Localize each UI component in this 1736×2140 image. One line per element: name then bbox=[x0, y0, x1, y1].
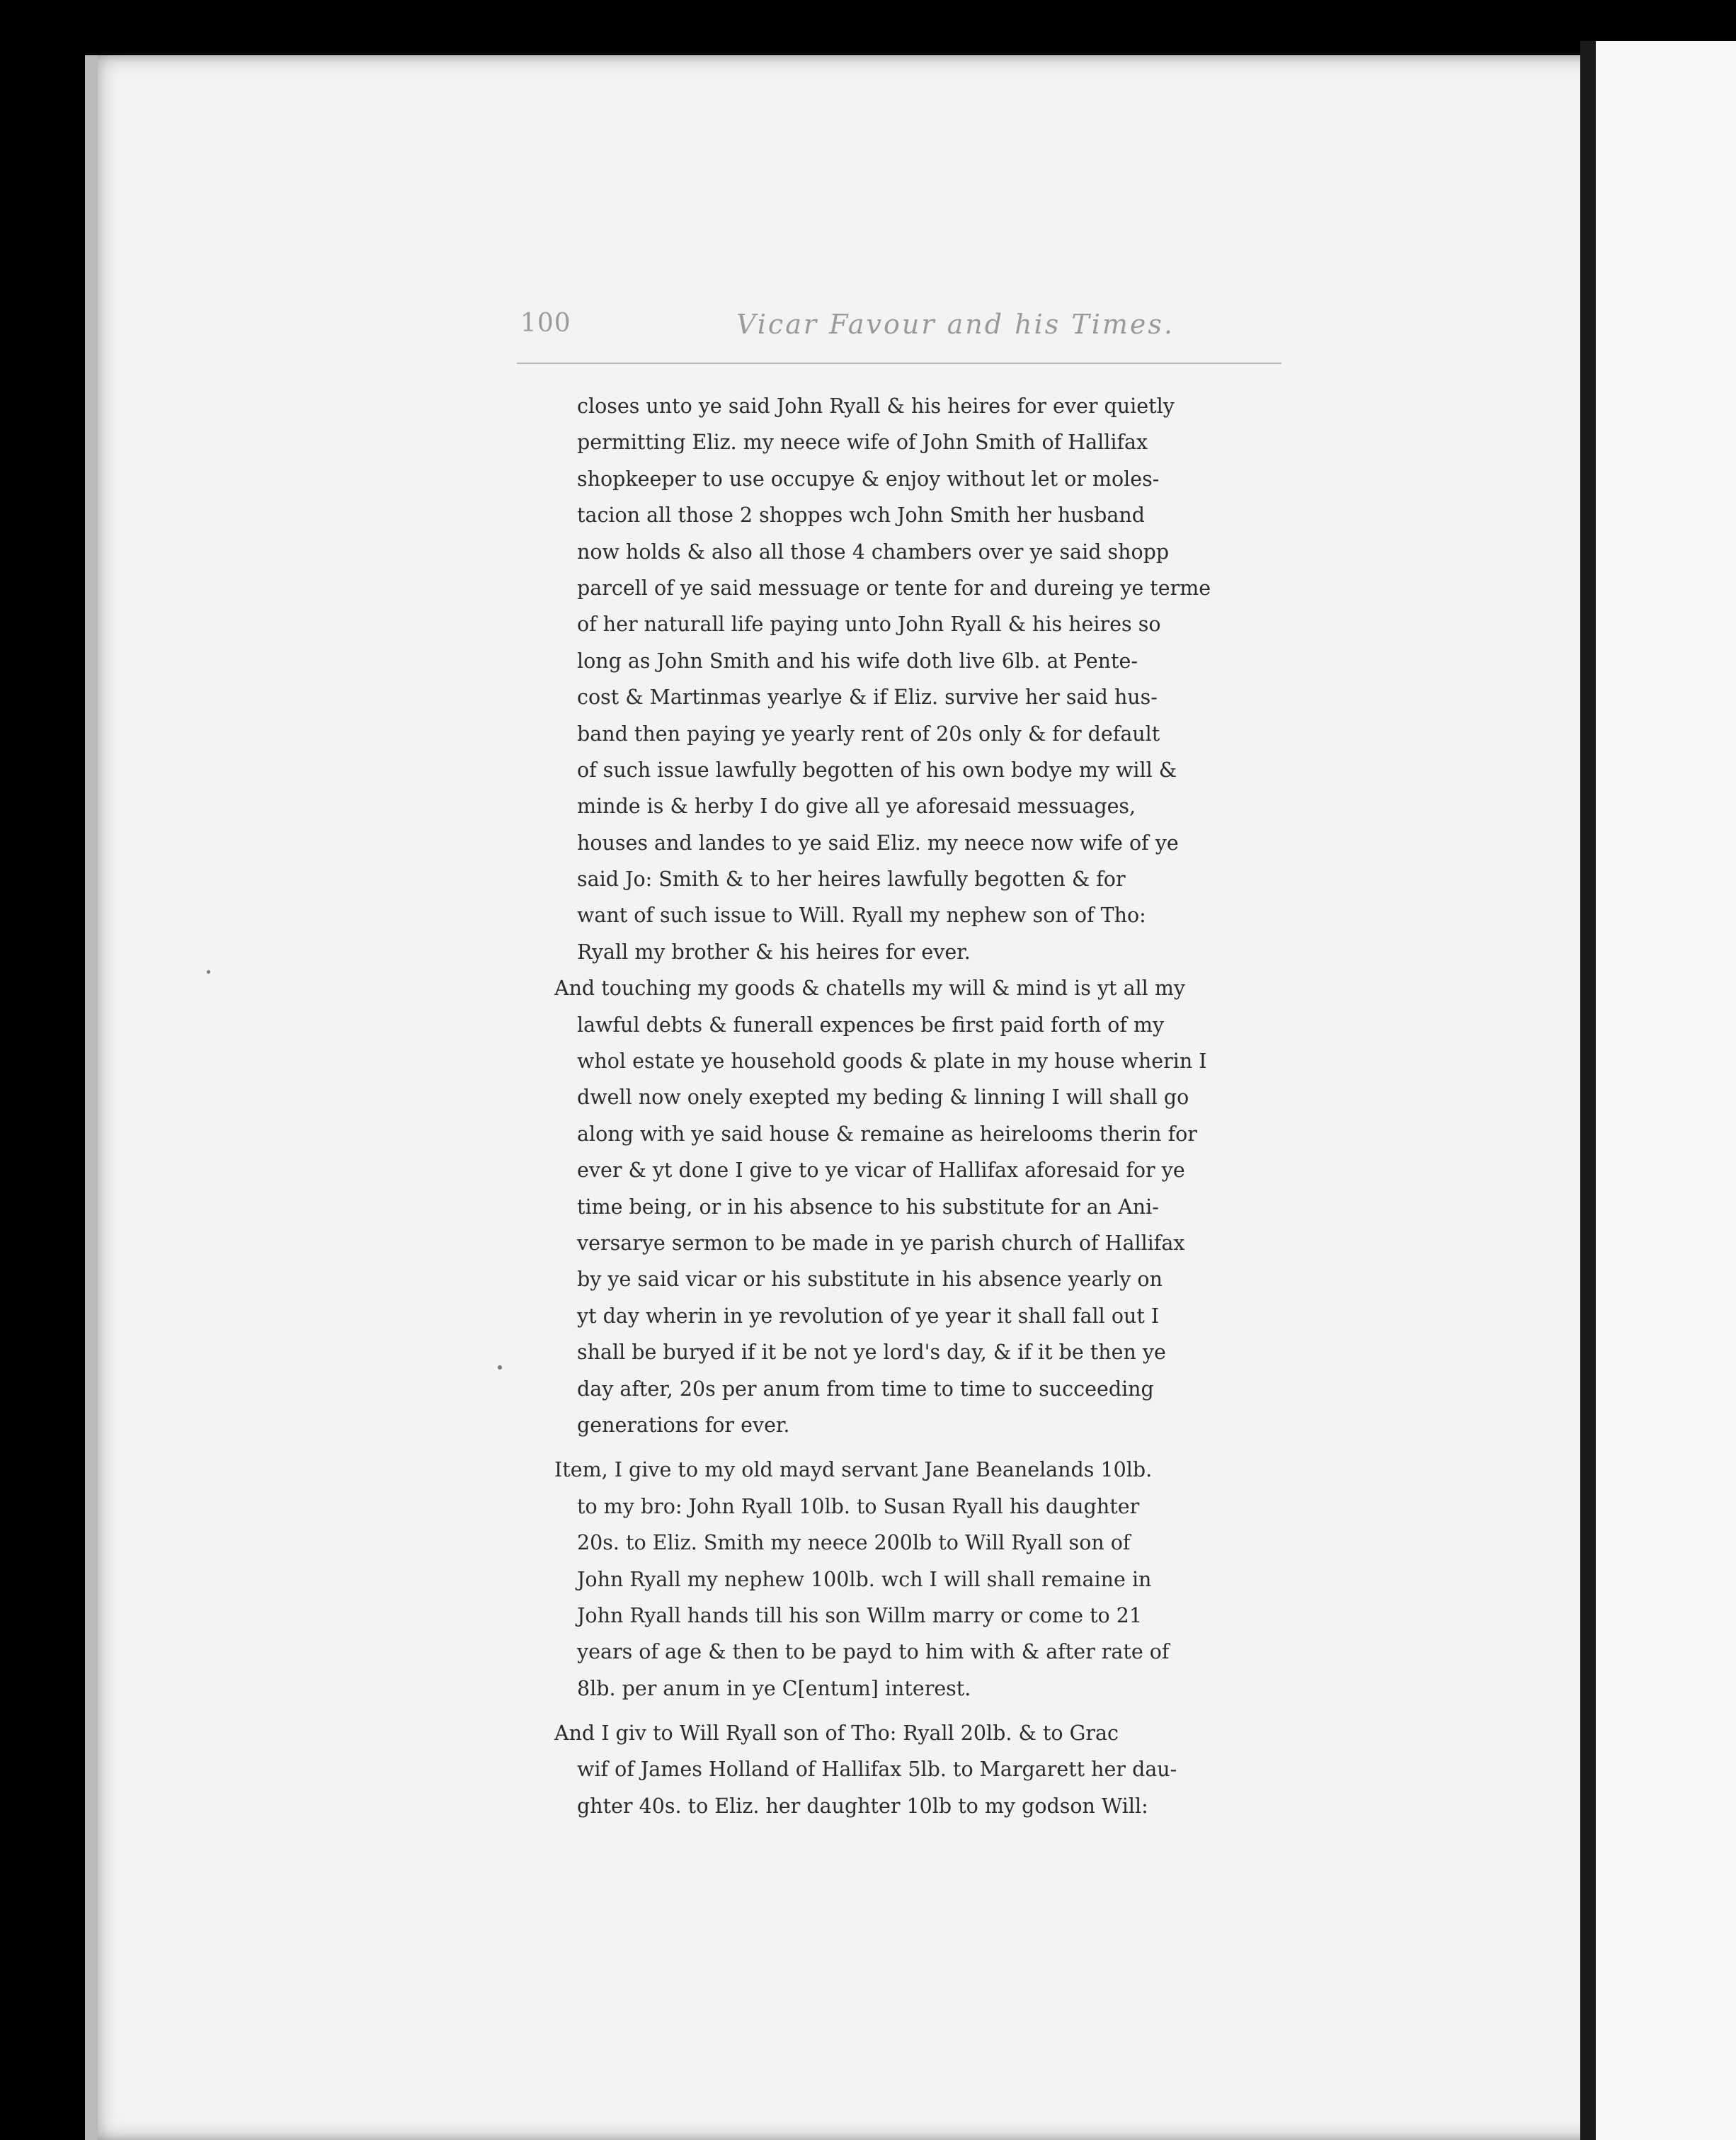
text-line: 20s. to Eliz. Smith my neece 200lb to Will Ryall son of bbox=[577, 1531, 1131, 1555]
gutter-shadow bbox=[1580, 41, 1596, 2140]
paragraph-gap bbox=[577, 1443, 1281, 1452]
text-line: of such issue lawfully begotten of his own bodye my will & bbox=[577, 758, 1177, 782]
running-title: Vicar Favour and his Times. bbox=[736, 309, 1175, 340]
page-binding-edge bbox=[85, 55, 98, 2140]
text-line: 8lb. per anum in ye C[entum] interest. bbox=[577, 1676, 971, 1700]
text-line: generations for ever. bbox=[577, 1413, 790, 1437]
text-line: band then paying ye yearly rent of 20s only & for default bbox=[577, 722, 1160, 746]
text-line: long as John Smith and his wife doth live 6lb. at Pente- bbox=[577, 649, 1138, 673]
body-text bbox=[554, 388, 1281, 1824]
text-line: of her naturall life paying unto John Ryall & his heires so bbox=[577, 613, 1161, 637]
text-line: years of age & then to be payd to him with & after rate of bbox=[577, 1640, 1170, 1664]
text-line: permitting Eliz. my neece wife of John Smith of Hallifax bbox=[577, 431, 1148, 455]
text-line: Item, I give to my old mayd servant Jane Beanelands 10lb. bbox=[554, 1458, 1153, 1482]
text-line: John Ryall my nephew 100lb. wch I will shall remaine in bbox=[577, 1567, 1152, 1591]
text-line: whol estate ye household goods & plate in my house wherin I bbox=[577, 1049, 1207, 1074]
text-line: wif of James Holland of Hallifax 5lb. to Margarett her dau- bbox=[577, 1758, 1177, 1782]
text-line: want of such issue to Will. Ryall my nephew son of Tho: bbox=[577, 904, 1146, 928]
text-line: by ye said vicar or his substitute in his absence yearly on bbox=[577, 1268, 1163, 1292]
header-rule bbox=[517, 363, 1281, 364]
text-line: closes unto ye said John Ryall & his heires for ever quietly bbox=[577, 394, 1175, 418]
speck-mark bbox=[498, 1365, 502, 1370]
text-line: ghter 40s. to Eliz. her daughter 10lb to my godson Will: bbox=[577, 1794, 1148, 1818]
speck-mark bbox=[207, 970, 210, 974]
text-line: versarye sermon to be made in ye parish church of Hallifax bbox=[577, 1231, 1185, 1255]
text-line: ever & yt done I give to ye vicar of Hallifax aforesaid for ye bbox=[577, 1159, 1185, 1183]
text-line: Ryall my brother & his heires for ever. bbox=[577, 940, 971, 964]
text-line: time being, or in his absence to his substitute for an Ani- bbox=[577, 1195, 1159, 1219]
text-line: now holds & also all those 4 chambers over ye said shopp bbox=[577, 540, 1170, 564]
text-line: houses and landes to ye said Eliz. my neece now wife of ye bbox=[577, 831, 1179, 855]
text-line: along with ye said house & remaine as heirelooms therin for bbox=[577, 1122, 1197, 1146]
text-line: lawful debts & funerall expences be first paid forth of my bbox=[577, 1013, 1165, 1037]
text-line: minde is & herby I do give all ye aforesaid messuages, bbox=[577, 795, 1136, 819]
text-line: said Jo: Smith & to her heires lawfully begotten & for bbox=[577, 867, 1126, 892]
text-line: parcell of ye said messuage or tente for and dureing ye terme bbox=[577, 576, 1211, 600]
page-header bbox=[520, 309, 1278, 358]
text-line: And I giv to Will Ryall son of Tho: Ryall 20lb. & to Grac bbox=[554, 1721, 1119, 1746]
text-line: yt day wherin in ye revolution of ye year it shall fall out I bbox=[577, 1304, 1160, 1328]
text-line: day after, 20s per anum from time to time to succeeding bbox=[577, 1377, 1154, 1401]
text-line: to my bro: John Ryall 10lb. to Susan Ryall his daughter bbox=[577, 1494, 1140, 1518]
page-number: 100 bbox=[520, 309, 571, 338]
facing-page bbox=[1596, 41, 1736, 2140]
paragraph-gap bbox=[577, 1707, 1281, 1715]
text-line: tacion all those 2 shoppes wch John Smith her husband bbox=[577, 503, 1145, 528]
text-line: cost & Martinmas yearlye & if Eliz. survive her said hus- bbox=[577, 685, 1158, 710]
text-line: dwell now onely exepted my beding & linning I will shall go bbox=[577, 1086, 1189, 1110]
text-line: shall be buryed if it be not ye lord's day, & if it be then ye bbox=[577, 1341, 1166, 1365]
text-line: shopkeeper to use occupye & enjoy without let or moles- bbox=[577, 467, 1160, 491]
text-line: John Ryall hands till his son Willm marry or come to 21 bbox=[577, 1603, 1143, 1627]
text-line: And touching my goods & chatells my will & mind is yt all my bbox=[554, 977, 1185, 1001]
